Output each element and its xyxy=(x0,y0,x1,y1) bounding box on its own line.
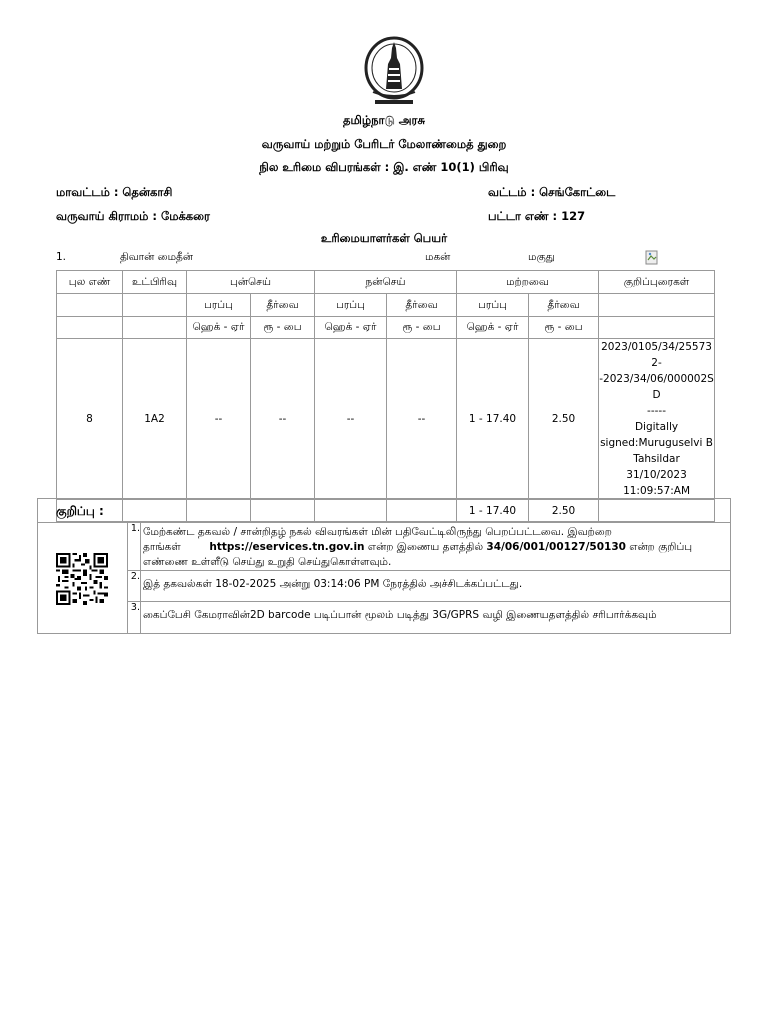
notes-title: குறிப்பு : xyxy=(56,504,104,518)
subheader-tax: தீர்வை xyxy=(387,294,457,317)
owner-index: 1. xyxy=(56,251,67,263)
note-text-line2 xyxy=(143,540,730,555)
unit-tax: ரூ - பை xyxy=(387,317,457,339)
unit-tax: ரூ - பை xyxy=(251,317,315,339)
note-text: என்ற இணைய தளத்தில் xyxy=(367,541,484,553)
department-heading: வருவாய் மற்றும் பேரிடர் மேலாண்மைத் துறை xyxy=(261,137,507,151)
document-title: நில உரிமை விபரங்கள் : இ. எண் 10(1) பிரிவு xyxy=(259,160,509,174)
qr-cell xyxy=(38,522,128,634)
empty-cell xyxy=(57,294,123,317)
header-subdivision: உட்பிரிவு xyxy=(123,271,187,294)
owner-father-name: மகுது xyxy=(528,251,555,263)
survey-number: 8 xyxy=(57,339,123,500)
header-dry-land: புன்செய் xyxy=(187,271,315,294)
table-row xyxy=(57,339,715,500)
owner-name: திவான் மைதீன் xyxy=(120,251,194,263)
remark-line: 2023/0105/34/255732- xyxy=(601,341,712,369)
empty-cell xyxy=(599,294,715,317)
qr-code-icon xyxy=(56,553,108,605)
header-others: மற்றவை xyxy=(457,271,599,294)
empty-cell xyxy=(123,294,187,317)
subheader-tax: தீர்வை xyxy=(251,294,315,317)
header-remarks: குறிப்புரைகள் xyxy=(599,271,715,294)
owners-heading: உரிமையாளர்கள் பெயர் xyxy=(320,231,448,245)
unit-area: ஹெக் - ஏர் xyxy=(315,317,387,339)
other-tax: 2.50 xyxy=(529,339,599,500)
remark-line: -2023/34/06/000002SD xyxy=(599,373,714,401)
header-wet-land: நன்செய் xyxy=(315,271,457,294)
note-item-2: இத் தகவல்கள் 18-02-2025 அன்று 03:14:06 PM நேரத்தில் அச்சிடக்கப்பட்டது. xyxy=(141,570,730,601)
note-text: தாங்கள் xyxy=(143,541,181,553)
subheader-area: பரப்பு xyxy=(315,294,387,317)
subheader-tax: தீர்வை xyxy=(529,294,599,317)
dry-area: -- xyxy=(187,339,251,500)
remark-line: signed:Muruguselvi B xyxy=(600,437,713,449)
empty-cell xyxy=(123,317,187,339)
note-text: என்ற குறிப்பு xyxy=(629,541,693,553)
district-label: மாவட்டம் : தென்காசி xyxy=(56,185,173,199)
patta-number: பட்டா எண் : 127 xyxy=(488,209,586,223)
note-number: 1. xyxy=(128,522,141,570)
remarks-cell xyxy=(599,339,715,500)
unit-tax: ரூ - பை xyxy=(529,317,599,339)
unit-area: ஹெக் - ஏர் xyxy=(457,317,529,339)
subheader-area: பரப்பு xyxy=(457,294,529,317)
taluk-label: வட்டம் : செங்கோட்டை xyxy=(488,185,616,199)
note-item-3: கைப்பேசி கேமராவின்2D barcode படிப்பான் மூலம் படித்து 3G/GPRS வழி இணையதளத்தில் சரிபார்க்கவும் xyxy=(141,601,730,634)
empty-cell xyxy=(599,317,715,339)
village-label: வருவாய் கிராமம் : மேக்கரை xyxy=(56,209,210,223)
note-text: எண்ணை உள்ளீடு செய்து உறுதி செய்துகொள்ளவும். xyxy=(143,556,392,568)
tamil-nadu-emblem xyxy=(361,34,427,110)
land-details-table xyxy=(56,270,715,522)
dry-tax: -- xyxy=(251,339,315,500)
note-number: 3. xyxy=(128,601,141,634)
remark-line: Tahsildar xyxy=(633,453,680,465)
empty-cell xyxy=(57,317,123,339)
note-number: 2. xyxy=(128,570,141,601)
remark-line: 31/10/2023 xyxy=(626,469,687,481)
wet-tax: -- xyxy=(387,339,457,500)
remark-line: 11:09:57:AM xyxy=(623,485,690,497)
remark-line: ----- xyxy=(647,405,666,417)
wet-area: -- xyxy=(315,339,387,500)
note-text: மேற்கண்ட தகவல் / சான்றிதழ் நகல் விவரங்கள் மின் பதிவேட்டிலிருந்து பெறப்பட்டவை. இவற்றை xyxy=(143,526,612,538)
reference-number: 34/06/001/00127/50130 xyxy=(486,541,626,553)
note-item-1 xyxy=(141,522,730,570)
remark-line: Digitally xyxy=(634,421,679,433)
eservices-url[interactable]: https://eservices.tn.gov.in xyxy=(209,541,365,553)
subheader-area: பரப்பு xyxy=(187,294,251,317)
subdivision: 1A2 xyxy=(123,339,187,500)
unit-area: ஹெக் - ஏர் xyxy=(187,317,251,339)
other-area: 1 - 17.40 xyxy=(457,339,529,500)
total-other-area: 1 - 17.40 xyxy=(457,500,529,522)
broken-image-icon xyxy=(645,250,661,266)
header-survey-no: புல எண் xyxy=(57,271,123,294)
owner-relation: மகன் xyxy=(425,251,451,263)
total-other-tax: 2.50 xyxy=(529,500,599,522)
notes-box xyxy=(37,498,731,634)
government-heading: தமிழ்நாடு அரசு xyxy=(343,113,425,127)
